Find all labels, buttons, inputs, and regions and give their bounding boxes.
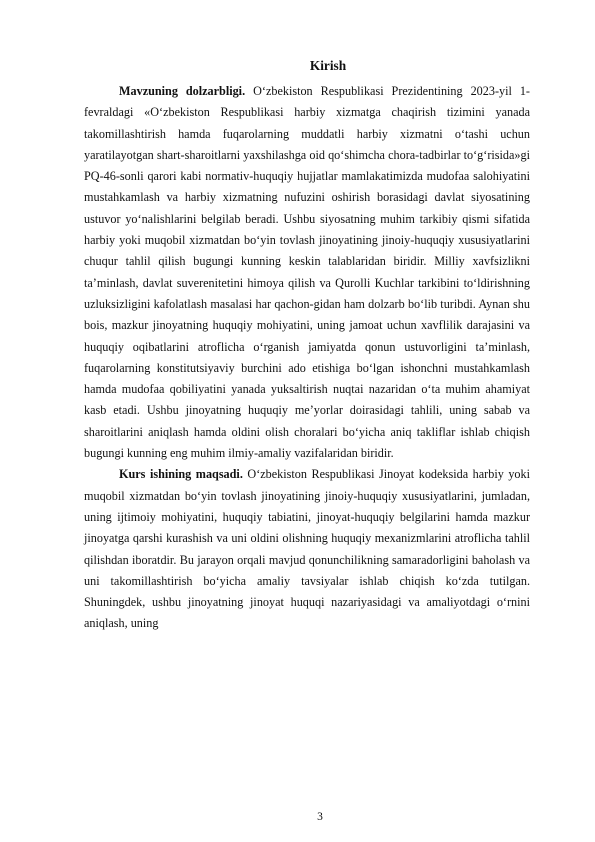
paragraph-text: O‘zbekiston Respublikasi Jinoyat kodeksida harbiy yoki muqobil xizmatdan bo‘yin tovlash jinoyatining jinoiy-huquqiy xususiyatlarini, jumladan, uning ijtimoiy mohiyatini, huquqiy tabiatini, jinoyat-huquqiy belgilarini hamda mazkur jinoyatga qarshi kurashish va uni oldini olishning huquqiy mexanizmlarini atroflicha tahlil qilishdan iboratdir. Bu jarayon orqali mavjud qonunchilikning samaradorligini baholash va uni takomillashtirish bo‘yicha amaliy tavsiyalar ishlab chiqish ko‘zda tutilgan. Shuningdek, ushbu jinoyatning jinoyat huquqi nazariyasidagi va amaliyotdagi o‘rnini aniqlash, uning [84,467,530,631]
section-heading: Kirish [309,58,347,73]
paragraph-lead: Mavzuning dolzarbligi. [119,84,246,98]
document-page [84,58,530,635]
paragraph-relevance [84,81,530,464]
paragraph-purpose [84,464,530,634]
paragraph-lead: Kurs ishining maqsadi. [119,467,243,482]
page-number: 3 [317,811,323,823]
paragraph-text: O‘zbekiston Respublikasi Prezidentining 2023-yil 1-fevraldagi «O‘zbekiston Respublikasi harbiy xizmatga chaqirish tizimini yanada takomillashtirish hamda fuqarolarning muddatli harbiy xizmatni o‘tashi uchun yaratilayotgan shart-sharoitlarni yaxshilashga oid qo‘shimcha chora-tadbirlar to‘g‘risida»gi PQ-46-sonli qarori kabi normativ-huquqiy hujjatlar mamlakatimizda mudofaa salohiyatini mustahkamlash va harbiy xizmatning nufuzini oshirish borasidagi davlat siyosatining ustuvor yo‘nalishlarini belgilab beradi. Ushbu siyosatning muhim tarkibiy qismi sifatida harbiy yoki muqobil xizmatdan bo‘yin tovlash jinoyatining jinoiy-huquqiy xususiyatlarini chuqur tahlil qilish bugungi kunning keskin talablaridan biridir. Milliy xavfsizlikni ta’minlash, davlat suverenitetini himoya qilish va Qurolli Kuchlar tarkibini to‘ldirishning uzluksizligini kafolatlash masalasi har qachon-gidan ham dolzarb bo‘lib turibdi. Aynan shu bois, mazkur jinoyatning huquqiy mohiyatini, uning jamoat uchun xavflilik darajasini va huquqiy oqibatlarini atroflicha o‘rganish jamiyatda qonun ustuvorligini ta’minlash, fuqarolarning konstitutsiyaviy burchini ado etishiga bo‘lgan ishonchni mustahkamlash hamda mudofaa qobiliyatini yanada yuksaltirish nuqtai nazaridan o‘ta muhim ahamiyat kasb etadi. Ushbu jinoyatning huquqiy me’yorlar doirasidagi tahlili, uning sabab va sharoitlarini aniqlash hamda oldini olish choralari bo‘yicha aniq takliflar ishlab chiqish bugungi kunning eng muhim ilmiy-amaliy vazifalaridan biridir. [84,84,530,461]
